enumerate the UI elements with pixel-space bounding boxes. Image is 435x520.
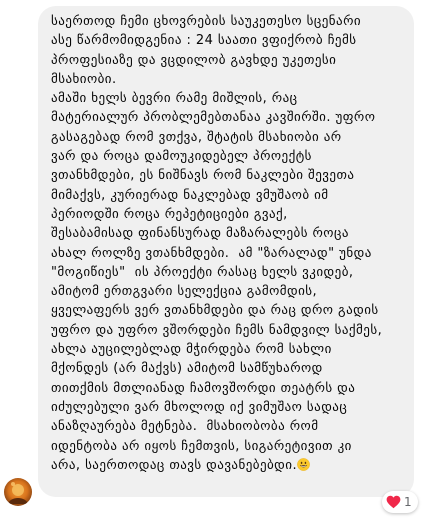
message-line: ვარ და როცა დამოუკიდებელ პროექტს bbox=[51, 149, 312, 165]
message-line: ამაში ხელს ბევრი რამე მიშლის, რაც bbox=[51, 91, 298, 107]
message-text bbox=[51, 12, 406, 475]
message-bubble[interactable] bbox=[38, 6, 414, 497]
message-line: საერთოდ ჩემი ცხოვრების საუკეთესო სცენარი bbox=[51, 14, 362, 29]
message-line: "მოგიწიეს" ის პროექტი რასაც ხელს ვკიდებ, bbox=[51, 264, 354, 280]
heart-icon bbox=[386, 495, 401, 509]
message-line: შესაბამისად ფინანსურად მაზარალებს როცა bbox=[51, 226, 349, 242]
message-line: პერიოდში როცა რეპეტიციები გვაქ, bbox=[51, 206, 288, 222]
message-line: ყველაფერს ვერ ვთანხმდები და რაც დრო გადის bbox=[51, 303, 379, 319]
message-line: ასე წარმომიდგენია : 24 საათი ვფიქრობ ჩემს bbox=[51, 33, 357, 49]
reaction-count: 1 bbox=[404, 495, 412, 509]
message-line: ახლა აუცილებლად მჭირდება რომ სახლი bbox=[51, 342, 332, 358]
sender-avatar[interactable] bbox=[4, 478, 32, 506]
reaction-badge[interactable] bbox=[382, 491, 418, 513]
message-line: გასაგებად რომ ვთქვა, შტატის მსახიობი არ bbox=[51, 129, 342, 145]
message-line: იდენტობა არ იყოს ჩემთვის, სიგარეტივით კი bbox=[51, 438, 352, 454]
message-line: მსახიობი. bbox=[51, 71, 117, 87]
message-line: იძულებული ვარ მხოლოდ იქ ვიმუშაო სადაც bbox=[51, 399, 348, 415]
message-line: თითქმის მთლიანად ჩამოვშორდი თეატრს და bbox=[51, 380, 356, 396]
message-line: მიმაქვს, კურიერად ნაკლებად ვმუშაობ იმ bbox=[51, 187, 329, 203]
grinning-face-emoji bbox=[297, 458, 310, 471]
message-line: არა, საერთოდაც თავს დავანებებდი. bbox=[51, 457, 298, 473]
message-line: უფრო და უფრო ვშორდები ჩემს ნამდვილ საქმეს, bbox=[51, 322, 383, 338]
message-line: პროფესიაზე და ვცდილობ გავხდე უკეთესი bbox=[51, 52, 337, 68]
message-line: ვთანხმდები, ეს ნიშნავს რომ ნაკლები შევეთა bbox=[51, 168, 355, 184]
message-line: მატერიალურ პრობლემებთანაა კავშირში. უფრო bbox=[51, 110, 376, 126]
avatar-image bbox=[4, 478, 32, 506]
message-line: ახალ როლზე ვთანხმდები. ამ "ზარალად" უნდა bbox=[51, 245, 372, 261]
message-line: მქონდეს (არ მაქვს) ამიტომ სამწუხაროდ bbox=[51, 361, 323, 377]
message-line: ამიტომ ერთგვარი სელექცია გამომდის, bbox=[51, 284, 318, 300]
message-line: ანაზღაურება მეტნება. მსახიობობა რომ bbox=[51, 419, 319, 435]
